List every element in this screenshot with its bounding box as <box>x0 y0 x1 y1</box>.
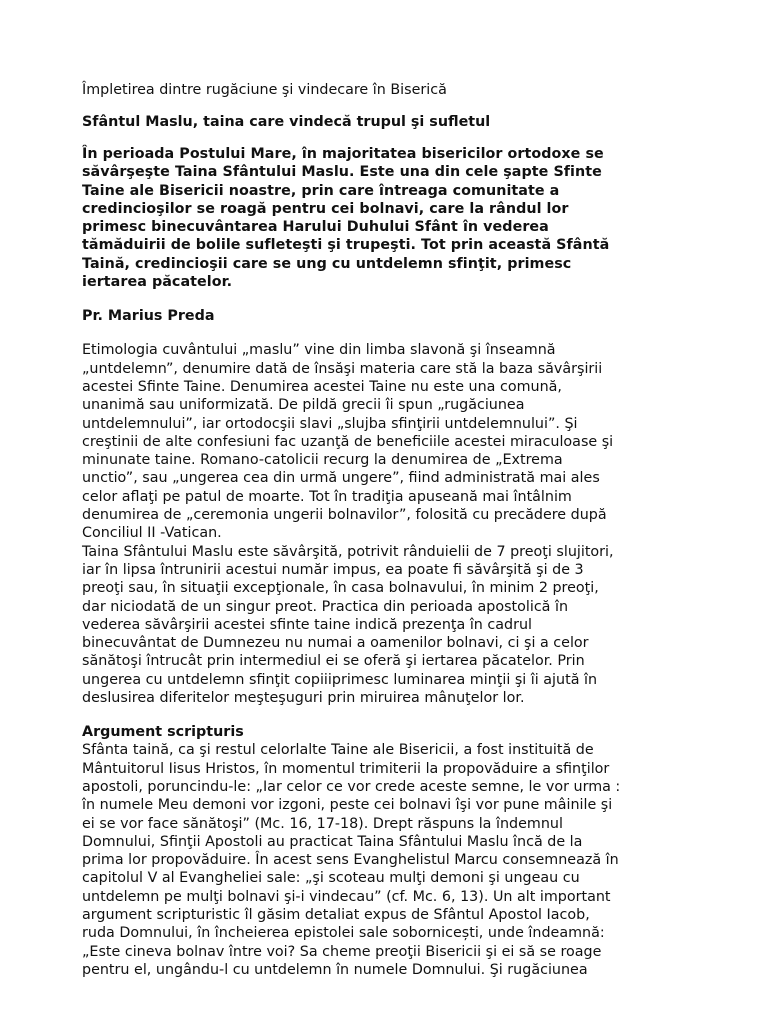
text-line: ei se vor face sănătoşi” (Mc. 16, 17-18). Drept răspuns la îndemnul <box>82 815 563 832</box>
text-line: untdelemnului”, iar ortodocşii slavi „slujba sfinţirii untdelemnului”. Şi <box>82 415 578 432</box>
lead-line: credincioşilor se roagă pentru cei bolnavi, care la rândul lor <box>82 200 569 217</box>
text-line: dar niciodată de un singur preot. Practica din perioada apostolică în <box>82 598 569 615</box>
text-line: pentru el, ungându-l cu untdelemn în numele Domnului. Şi rugăciunea <box>82 961 588 978</box>
document-subtitle: Sfântul Maslu, taina care vindecă trupul şi sufletul <box>82 114 491 130</box>
text-line: Taina Sfântului Maslu este săvârşită, potrivit rânduielii de 7 preoţi slujitori, <box>82 543 614 560</box>
author-name: Pr. Marius Preda <box>82 308 215 325</box>
scripture-paragraph <box>82 741 688 979</box>
text-line: vederea săvârşirii acestei sfinte taine indică prezenţa în cadrul <box>82 616 533 633</box>
document-title: Împletirea dintre rugăciune şi vindecare în Biserică <box>82 82 447 98</box>
text-line: minunate taine. Romano-catolicii recurg la denumirea de „Extrema <box>82 452 563 469</box>
text-line: binecuvântat de Dumnezeu nu numai a oamenilor bolnavi, ci şi a celor <box>82 635 589 652</box>
text-line: creştinii de alte confesiuni fac uzanţă de beneficiile acestei miraculoase şi <box>82 433 614 450</box>
text-line: „Este cineva bolnav între voi? Sa cheme preoţii Bisericii şi ei să se roage <box>82 943 602 960</box>
text-line: untdelemn pe mulţi bolnavi şi-i vindecau” (cf. Mc. 6, 13). Un alt important <box>82 888 611 905</box>
text-line: în numele Meu demoni vor izgoni, peste cei bolnavi îşi vor pune mâinile şi <box>82 797 613 814</box>
text-line: prima lor propovăduire. În acest sens Evanghelistul Marcu consemnează în <box>82 852 619 869</box>
text-line: acestei Sfinte Taine. Denumirea acestei Taine nu este una comună, <box>82 378 562 395</box>
text-line: Etimologia cuvântului „maslu” vine din limba slavonă şi înseamnă <box>82 342 556 359</box>
text-line: Sfânta taină, ca şi restul celorlalte Taine ale Bisericii, a fost instituită de <box>82 742 594 759</box>
text-line: ungerea cu untdelemn sfinţit copiiiprimesc luminarea minţii şi îi ajută în <box>82 671 598 688</box>
text-line: apostoli, poruncindu-le: „Iar celor ce vor crede aceste semne, le vor urma : <box>82 778 621 795</box>
lead-line: iertarea păcatelor. <box>82 274 233 291</box>
section-heading: Argument scripturis <box>82 724 244 741</box>
text-line: celor aflaţi pe patul de moarte. Tot în tradiţia apuseană mai întâlnim <box>82 488 572 505</box>
lead-line: Taine ale Bisericii noastre, prin care întreaga comunitate a <box>82 182 560 199</box>
text-line: capitolul V al Evangheliei sale: „şi scoteau mulţi demoni şi ungeau cu <box>82 870 580 887</box>
lead-line: tămăduirii de bolile sufleteşti şi trupeşti. Tot prin această Sfântă <box>82 237 610 254</box>
text-line: ruda Domnului, în încheierea epistolei sale sobornicești, unde îndeamnă: <box>82 925 605 942</box>
document-body <box>82 81 688 979</box>
text-line: iar în lipsa întrunirii acestui număr impus, ea poate fi săvârşită şi de 3 <box>82 561 584 578</box>
text-line: Conciliul II -Vatican. <box>82 525 222 542</box>
lead-line: săvârşeşte Taina Sfântului Maslu. Este una din cele şapte Sfinte <box>82 164 602 181</box>
text-line: „untdelemn”, denumire dată de însăşi materia care stă la baza săvârşirii <box>82 360 603 377</box>
practice-paragraph <box>82 543 688 708</box>
text-line: Domnului, Sfinţii Apostoli au practicat Taina Sfântului Maslu încă de la <box>82 833 583 850</box>
text-line: argument scripturistic îl găsim detaliat expus de Sfântul Apostol Iacob, <box>82 906 590 923</box>
etymology-paragraph <box>82 341 688 542</box>
lead-line: primesc binecuvântarea Harului Duhului Sfânt în vederea <box>82 219 549 236</box>
text-line: sănătoşi întrucât prin intermediul ei se oferă şi iertarea păcatelor. Prin <box>82 653 585 670</box>
text-line: Mântuitorul Iisus Hristos, în momentul trimiterii la propovăduire a sfinţilor <box>82 760 610 777</box>
text-line: unctio”, sau „ungerea cea din urmă ungere”, fiind administrată mai ales <box>82 470 600 487</box>
text-line: unanimă sau uniformizată. De pildă grecii îi spun „rugăciunea <box>82 397 525 414</box>
lead-line: Taină, credincioşii care se ung cu untdelemn sfinţit, primesc <box>82 255 572 272</box>
lead-line: În perioada Postului Mare, în majoritatea bisericilor ortodoxe se <box>82 146 604 162</box>
text-line: preoţi sau, în situaţii excepţionale, în casa bolnavului, în minim 2 preoţi, <box>82 580 599 597</box>
lead-paragraph <box>82 145 688 291</box>
text-line: deslusirea diferitelor meşteşuguri prin miruirea mânuţelor lor. <box>82 690 525 707</box>
text-line: denumirea de „ceremonia ungerii bolnavilor”, folosită cu precădere după <box>82 507 607 524</box>
